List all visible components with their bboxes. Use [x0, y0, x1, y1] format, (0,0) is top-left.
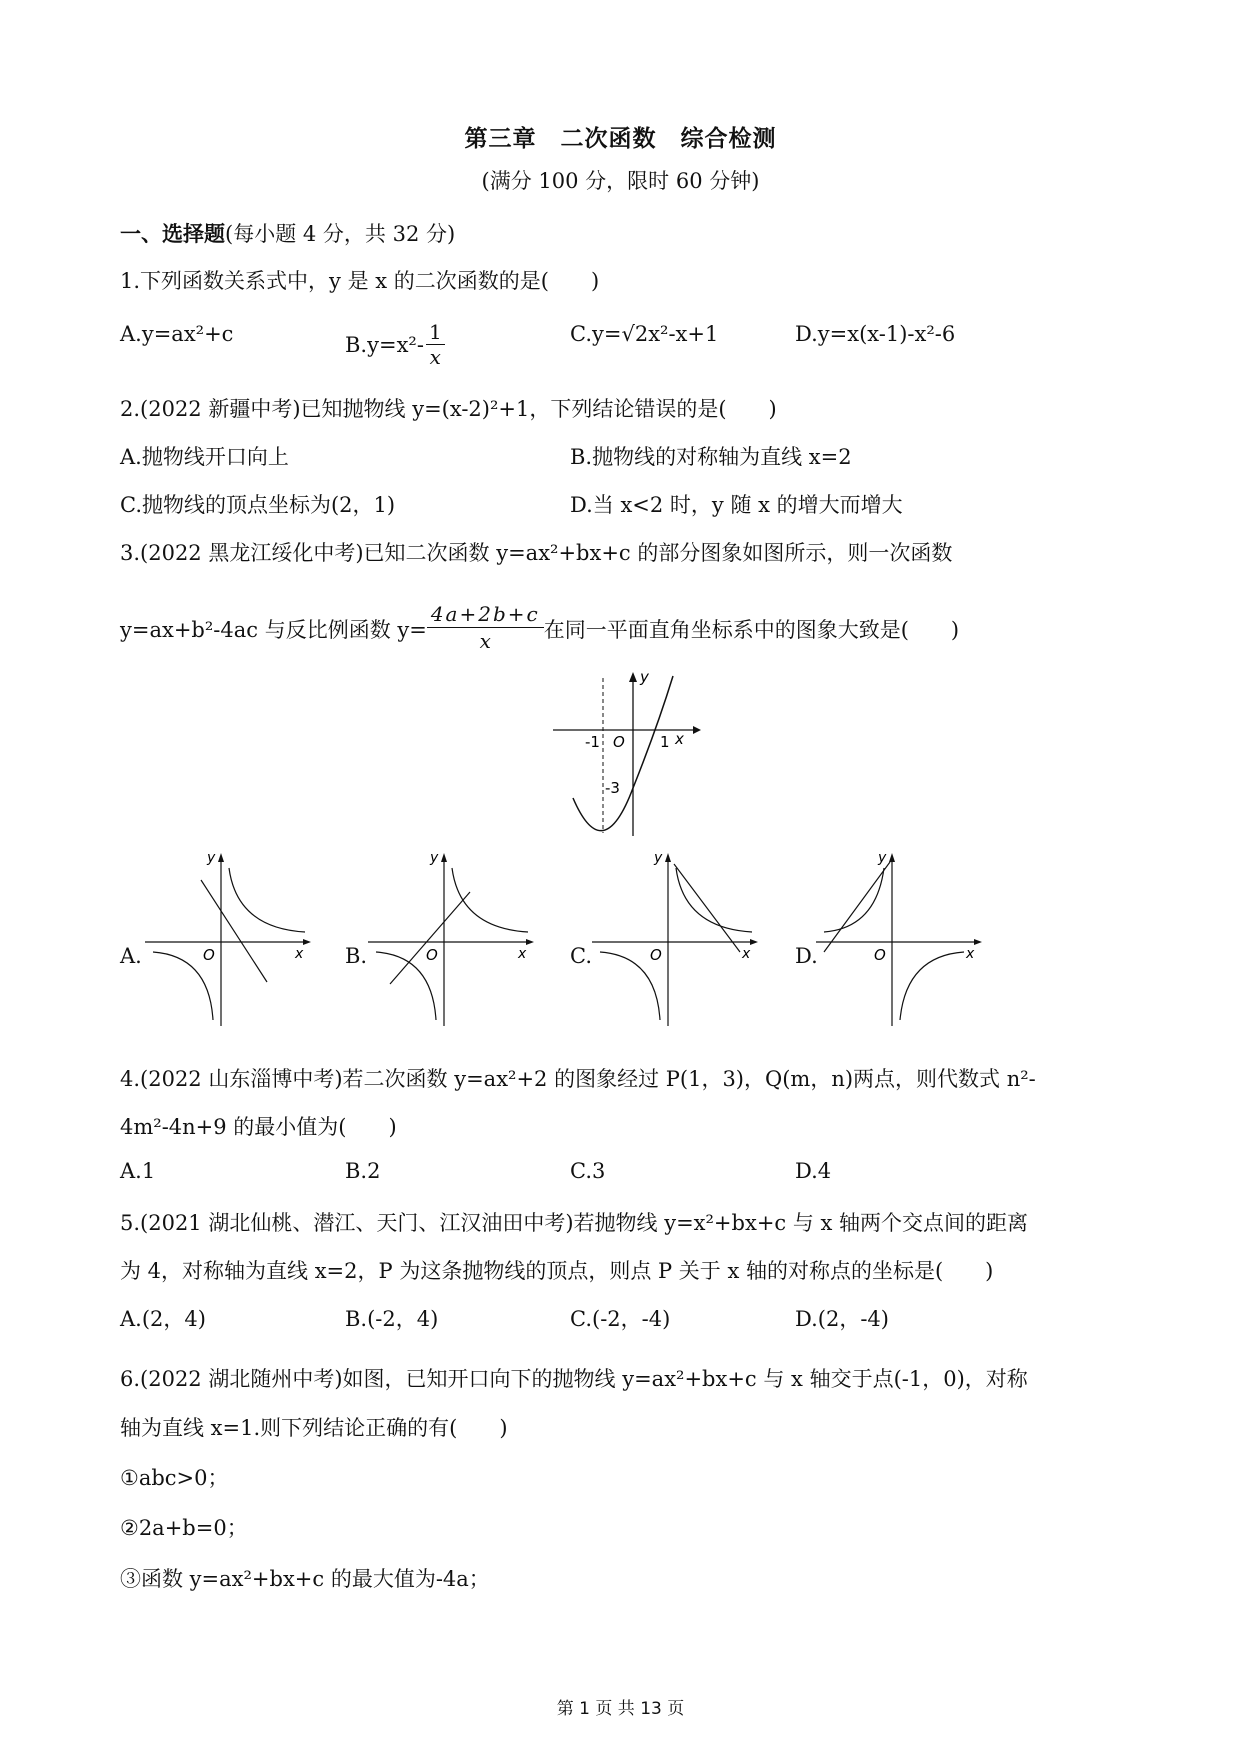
x-axis-label: x: [295, 946, 304, 962]
q4-option-d: D.4: [795, 1159, 832, 1183]
x-axis-label: x: [518, 946, 527, 962]
q1-option-d: D.y=x(x-1)-x²-6: [795, 322, 956, 346]
x-axis-arrow-icon: [974, 939, 982, 945]
hyperbola-branch-1: [229, 868, 305, 932]
linear-function-line: [390, 892, 470, 984]
q3-fraction: [427, 601, 544, 654]
fraction-numerator: 1: [426, 320, 445, 345]
q3-option-a-graph: [145, 850, 315, 1030]
q4-stem-line1: 4.(2022 山东淄博中考)若二次函数 y=ax²+2 的图象经过 P(1，3)，Q(m，n)两点，则代数式 n²-: [120, 1067, 1036, 1091]
x-axis-arrow-icon: [693, 726, 701, 734]
section-heading-note: (每小题 4 分，共 32 分): [225, 222, 456, 246]
page-footer: 第 1 页 共 13 页: [556, 1699, 685, 1719]
hyperbola-branch-1: [676, 868, 752, 932]
page-subtitle: (满分 100 分，限时 60 分钟): [481, 169, 760, 193]
y-axis-label: y: [640, 668, 649, 686]
q3-stem-line2-post: 在同一平面直角坐标系中的图象大致是( ): [543, 618, 960, 642]
y-axis-arrow-icon: [665, 853, 671, 862]
q2-option-d: D.当 x<2 时，y 随 x 的增大而增大: [570, 493, 903, 517]
section-heading: [120, 218, 455, 248]
q1-option-b-text: B.y=x²-: [345, 333, 424, 357]
fraction-numerator: 4a+2b+c: [427, 601, 544, 628]
q3-option-c-graph: [592, 850, 762, 1030]
q6-item-2: ②2a+b=0；: [120, 1516, 248, 1540]
q3-stem-line2-pre: y=ax+b²-4ac 与反比例函数 y=: [120, 618, 427, 642]
label-one: 1: [660, 733, 670, 751]
x-axis-label: x: [742, 946, 751, 962]
q3-option-d-graph: [816, 850, 986, 1030]
linear-function-line: [674, 864, 740, 952]
q6-stem-line2: 轴为直线 x=1.则下列结论正确的有( ): [120, 1416, 508, 1440]
q5-option-c: C.(-2，-4): [570, 1307, 671, 1331]
q2-option-c: C.抛物线的顶点坐标为(2，1): [120, 493, 396, 517]
q6-item-3: ③函数 y=ax²+bx+c 的最大值为-4a；: [120, 1567, 490, 1591]
q5-stem-line2: 为 4，对称轴为直线 x=2，P 为这条抛物线的顶点，则点 P 关于 x 轴的对称点的坐标是( ): [120, 1259, 994, 1283]
y-axis-label: y: [430, 850, 439, 866]
q1-option-b-fraction: [426, 320, 445, 369]
y-axis-arrow-icon: [441, 853, 447, 862]
q6-item-1: ①abc>0；: [120, 1466, 229, 1490]
x-axis-label: x: [675, 730, 684, 748]
q4-option-a: A.1: [120, 1159, 156, 1183]
x-axis-arrow-icon: [750, 939, 758, 945]
fraction-denominator: x: [479, 629, 491, 653]
origin-label: O: [426, 946, 438, 964]
q1-option-b: [345, 322, 445, 371]
q2-option-b: B.抛物线的对称轴为直线 x=2: [570, 445, 852, 469]
origin-label: O: [203, 946, 215, 964]
q3-option-b-graph: [368, 850, 538, 1030]
origin-label: O: [650, 946, 662, 964]
y-axis-arrow-icon: [629, 672, 637, 682]
y-axis-arrow-icon: [889, 853, 895, 862]
linear-function-line: [824, 862, 890, 952]
x-axis-arrow-icon: [526, 939, 534, 945]
y-axis-label: y: [654, 850, 663, 866]
q5-stem-line1: 5.(2021 湖北仙桃、潜江、天门、江汉油田中考)若抛物线 y=x²+bx+c 与 x 轴两个交点间的距离: [120, 1211, 1029, 1235]
q6-stem-line1: 6.(2022 湖北随州中考)如图，已知开口向下的抛物线 y=ax²+bx+c 与 x 轴交于点(-1，0)，对称: [120, 1367, 1028, 1391]
parabola-curve: [573, 676, 673, 831]
q1-option-c: C.y=√2x²-x+1: [570, 322, 719, 346]
q5-option-a: A.(2，4): [120, 1307, 206, 1331]
section-heading-label: 一、选择题: [120, 222, 225, 246]
q3-stem-line1: 3.(2022 黑龙江绥化中考)已知二次函数 y=ax²+bx+c 的部分图象如图所示，则一次函数: [120, 541, 953, 565]
q3-parabola-figure: [545, 668, 705, 838]
q3-option-a-label: A.: [120, 944, 142, 968]
hyperbola-branch-1: [824, 868, 884, 932]
x-axis-label: x: [966, 946, 975, 962]
linear-function-line: [201, 880, 267, 982]
q3-option-c-label: C.: [570, 944, 592, 968]
y-axis-label: y: [207, 850, 216, 866]
q3-option-d-label: D.: [795, 944, 818, 968]
x-axis-arrow-icon: [303, 939, 311, 945]
y-axis-arrow-icon: [218, 853, 224, 862]
q4-option-c: C.3: [570, 1159, 606, 1183]
label-neg3: -3: [605, 779, 620, 797]
origin-label: O: [874, 946, 886, 964]
page-title: 第三章 二次函数 综合检测: [464, 126, 777, 152]
q2-stem: 2.(2022 新疆中考)已知抛物线 y=(x-2)²+1，下列结论错误的是( ): [120, 397, 777, 421]
y-axis-label: y: [878, 850, 887, 866]
q3-option-b-label: B.: [345, 944, 368, 968]
origin-label: O: [613, 733, 625, 751]
hyperbola-branch-2: [900, 952, 964, 1020]
q2-option-a: A.抛物线开口向上: [120, 445, 289, 469]
q3-stem-line2: [120, 602, 960, 658]
q4-option-b: B.2: [345, 1159, 381, 1183]
fraction-denominator: x: [429, 345, 441, 369]
q1-stem: 1.下列函数关系式中，y 是 x 的二次函数的是( ): [120, 269, 600, 293]
q4-stem-line2: 4m²-4n+9 的最小值为( ): [120, 1115, 397, 1139]
q5-option-b: B.(-2，4): [345, 1307, 439, 1331]
q5-option-d: D.(2，-4): [795, 1307, 889, 1331]
label-neg1: -1: [585, 733, 600, 751]
q1-option-a: A.y=ax²+c: [120, 322, 234, 346]
